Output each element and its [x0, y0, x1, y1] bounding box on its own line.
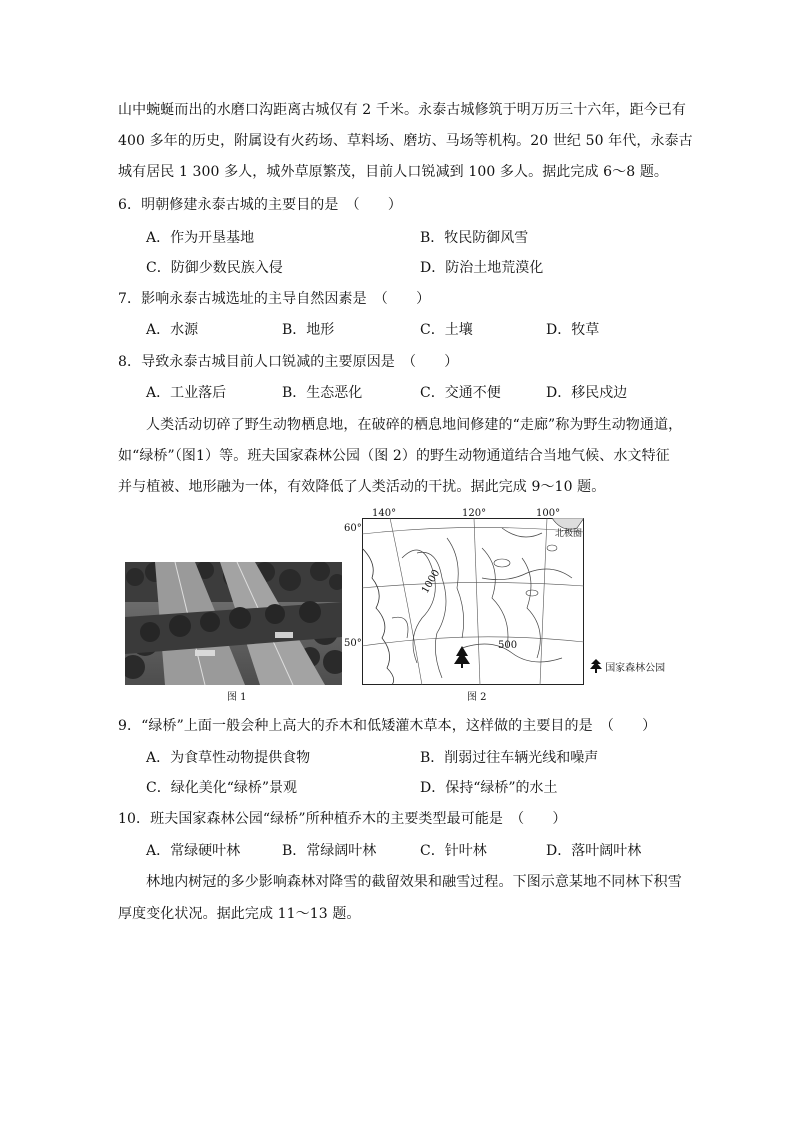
question-7-option-d: D．牧草	[546, 322, 600, 338]
contour-map	[362, 518, 584, 685]
passage-line: 厚度变化状况。据此完成 11～13 题。	[118, 906, 361, 922]
question-10-stem: 10．班夫国家森林公园“绿桥”所种植乔木的主要类型最可能是 （ ）	[118, 811, 567, 827]
lon-label: 100°	[536, 508, 561, 519]
question-8-option-a: A．工业落后	[146, 385, 227, 401]
passage-line: 人类活动切碎了野生动物栖息地，在破碎的栖息地间修建的“走廊”称为野生动物通道，	[146, 417, 683, 433]
banff-map	[362, 518, 584, 685]
lat-label: 60°	[344, 523, 362, 534]
question-6-stem: 6．明朝修建永泰古城的主要目的是 （ ）	[118, 197, 403, 213]
passage-line: 并与植被、地形融为一体，有效降低了人类活动的干扰。据此完成 9～10 题。	[118, 479, 606, 495]
passage-line: 林地内树冠的多少影响森林对降雪的截留效果和融雪过程。下图示意某地不同林下积雪	[146, 874, 682, 890]
question-8-stem: 8．导致永泰古城目前人口锐减的主要原因是 （ ）	[118, 354, 459, 370]
question-8-option-d: D．移民戍边	[546, 385, 628, 401]
question-9-option-b: B．削弱过往车辆光线和噪声	[420, 750, 599, 766]
passage-line: 山中蜿蜒而出的水磨口沟距离古城仅有 2 千米。永泰古城修筑于明万历三十六年，距今已有	[118, 102, 687, 118]
passage-line: 城有居民 1 300 多人，城外草原繁茂，目前人口锐减到 100 多人。据此完成 6～8 题。	[118, 164, 669, 180]
question-10-option-a: A．常绿硬叶林	[146, 843, 241, 859]
question-7-option-b: B．地形	[282, 322, 335, 338]
tree-icon	[590, 659, 602, 678]
question-8-option-b: B．生态恶化	[282, 385, 363, 401]
passage-line: 如“绿桥”（图1）等。班夫国家森林公园（图 2）的野生动物通道结合当地气候、水文特征	[118, 448, 670, 464]
question-7-option-c: C．土壤	[420, 322, 473, 338]
legend-label: 国家森林公园	[605, 663, 666, 674]
question-6-option-d: D．防治土地荒漠化	[420, 260, 544, 276]
arctic-circle-label: 北极圈	[555, 529, 583, 539]
question-6-option-a: A．作为开垦基地	[146, 230, 255, 246]
green-bridge-photo	[125, 562, 342, 685]
contour-label: 1000	[420, 567, 443, 596]
figure-1-caption: 图 1	[227, 692, 247, 703]
green-bridge-illustration	[125, 562, 342, 685]
lon-label: 120°	[462, 508, 487, 519]
question-7-option-a: A．水源	[146, 322, 199, 338]
question-10-option-b: B．常绿阔叶林	[282, 843, 377, 859]
lon-label: 140°	[372, 508, 397, 519]
figure-2-caption: 图 2	[467, 692, 487, 703]
question-9-stem: 9．“绿桥”上面一般会种上高大的乔木和低矮灌木草本，这样做的主要目的是 （ ）	[118, 718, 657, 734]
passage-line: 400 多年的历史，附属设有火药场、草料场、磨坊、马场等机构。20 世纪 50 年代，永泰古	[118, 133, 693, 149]
contour-label: 500	[498, 640, 518, 651]
question-9-option-c: C．绿化美化“绿桥”景观	[146, 780, 298, 796]
question-9-option-d: D．保持“绿桥”的水土	[420, 780, 558, 796]
map-legend	[590, 659, 665, 678]
question-10-option-c: C．针叶林	[420, 843, 487, 859]
question-6-option-b: B．牧民防御风雪	[420, 230, 529, 246]
question-6-option-c: C．防御少数民族入侵	[146, 260, 283, 276]
question-9-option-a: A．为食草性动物提供食物	[146, 750, 311, 766]
lat-label: 50°	[344, 638, 362, 649]
question-8-option-c: C．交通不便	[420, 385, 501, 401]
question-10-option-d: D．落叶阔叶林	[546, 843, 642, 859]
question-7-stem: 7．影响永泰古城选址的主导自然因素是 （ ）	[118, 291, 431, 307]
